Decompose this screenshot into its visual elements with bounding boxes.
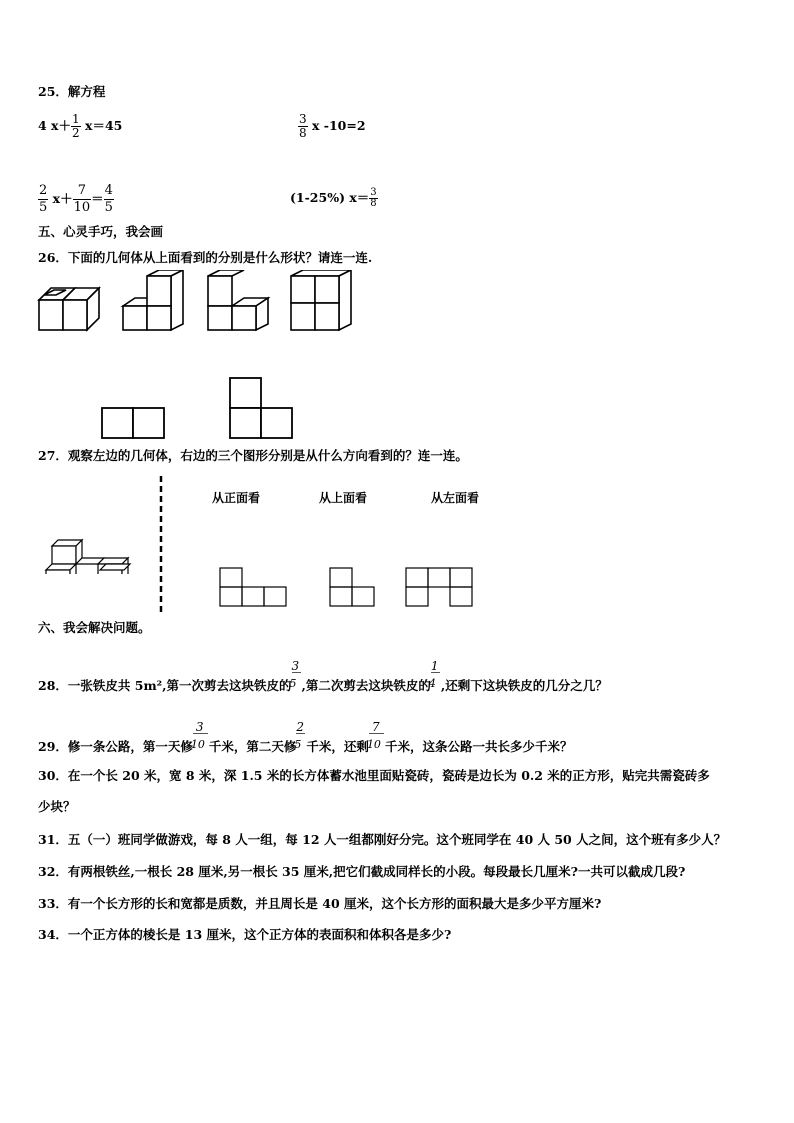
q26-top-views <box>100 376 300 442</box>
equation-4: (1-25%) x＝ $\frac{3}{8}$ <box>290 187 377 209</box>
q29-text: 29．修一条公路，第一天修 $\frac{3}{10}$ 千米，第二天修 $\frac{2}{5}$ 千米，还剩 $\frac{7}{10}$ 千米，这条公路一共长多少千米？ <box>38 720 573 754</box>
fraction: $\frac{4}{5}$ <box>104 183 113 215</box>
dashed-divider <box>158 476 164 616</box>
fraction: $\frac{1}{4}$ <box>428 659 439 690</box>
section-6-heading: 六、我会解决问题。 <box>38 620 151 635</box>
q25-title: 25．解方程 <box>38 84 106 99</box>
view-label-left: 从左面看 <box>431 491 480 505</box>
q31-text: 31．五（一）班同学做游戏，每 8 人一组，每 12 人一组都刚好分完。这个班同学在 40 人 50 人之间，这个班有多少人？ <box>38 832 727 847</box>
fraction: $\frac{1}{2}$ <box>72 112 80 140</box>
equation-2: $\frac{3}{8}$ x -10=2 <box>299 112 366 140</box>
q32-text: 32．有两根铁丝,一根长 28 厘米,另一根长 35 厘米,把它们截成同样长的小段。每段最长几厘米?一共可以截成几段? <box>38 864 686 879</box>
fraction: $\frac{7}{10}$ <box>369 735 385 751</box>
q30-line-1: 30．在一个长 20 米，宽 8 米，深 1.5 米的长方体蓄水池里面贴瓷砖，瓷砖是边长为 0.2 米的正方形，贴完共需瓷砖多 <box>38 768 710 783</box>
equation-1: 4 x＋ $\frac{1}{2}$ x＝45 <box>38 112 123 140</box>
view-label-top: 从上面看 <box>319 491 368 505</box>
fraction: $\frac{2}{5}$ <box>39 183 48 215</box>
solid-4 <box>291 270 351 330</box>
q34-text: 34．一个正方体的棱长是 13 厘米，这个正方体的表面积和体积各是多少? <box>38 927 452 942</box>
fraction: $\frac{3}{10}$ <box>193 735 209 751</box>
fraction: $\frac{3}{8}$ <box>370 187 377 209</box>
q26-solids <box>30 270 360 340</box>
solid-2 <box>123 270 183 330</box>
q27-solid-detail <box>40 474 170 574</box>
q28-text: 28．一张铁皮共 5m²,第一次剪去这块铁皮的 $\frac{3}{5}$ ,第二次剪去这块铁皮的 $\frac{1}{4}$ ,还剩下这块铁皮的几分之几？ <box>38 659 608 693</box>
solid-3 <box>208 270 268 330</box>
fraction: $\frac{3}{5}$ <box>289 659 300 690</box>
fraction: $\frac{7}{10}$ <box>73 183 91 215</box>
fraction: $\frac{2}{5}$ <box>294 720 305 751</box>
fraction: $\frac{3}{8}$ <box>299 112 307 140</box>
q33-text: 33．有一个长方形的长和宽都是质数，并且周长是 40 厘米，这个长方形的面积最大是多少平方厘米? <box>38 896 602 911</box>
view-label-front: 从正面看 <box>212 491 261 505</box>
q27-text: 27．观察左边的几何体，右边的三个图形分别是从什么方向看到的？连一连。 <box>38 448 468 463</box>
equation-3: $\frac{2}{5}$ x＋ $\frac{7}{10}$ ＝ $\frac{4}{5}$ <box>39 183 113 215</box>
q26-text: 26．下面的几何体从上面看到的分别是什么形状？请连一连. <box>38 250 373 265</box>
solid-1 <box>39 288 99 330</box>
q27-views <box>218 566 478 608</box>
section-5-heading: 五、心灵手巧，我会画 <box>38 224 164 239</box>
q30-line-2: 少块？ <box>38 799 76 814</box>
